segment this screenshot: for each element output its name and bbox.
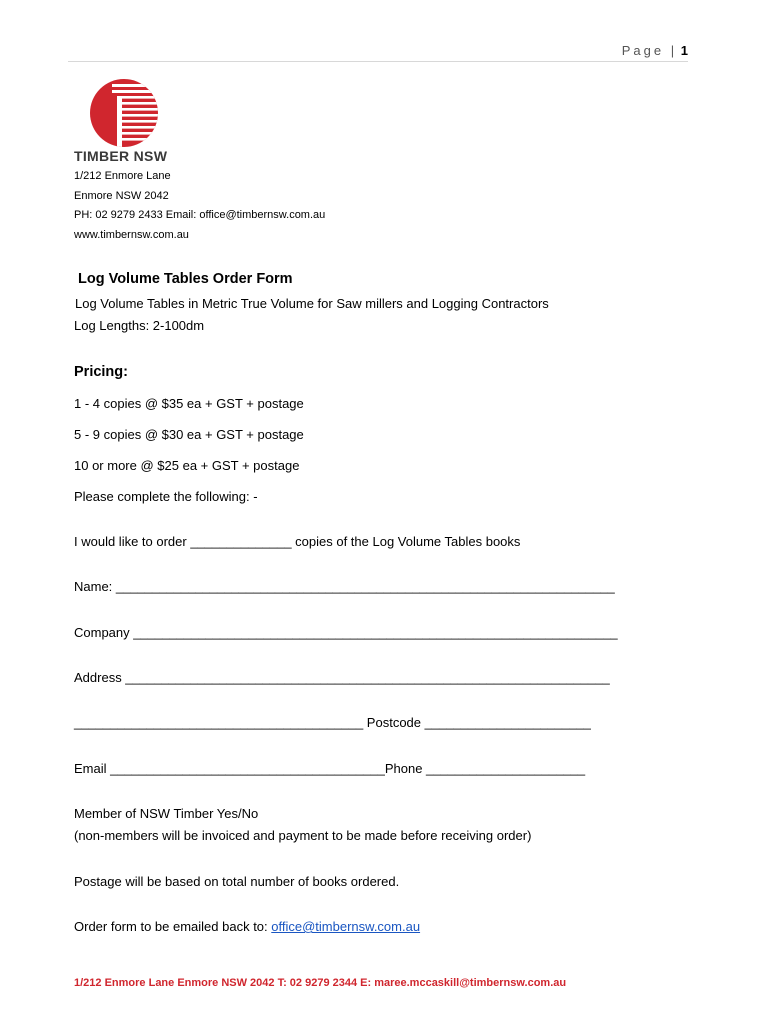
website-line: www.timbernsw.com.au	[74, 229, 189, 241]
pricing-tier-2: 5 - 9 copies @ $30 ea + GST + postage	[74, 427, 304, 442]
logo-wordmark: TIMBER NSW	[74, 148, 168, 164]
pricing-heading: Pricing:	[74, 364, 128, 380]
email-back-label: Order form to be emailed back to:	[74, 919, 272, 934]
timber-nsw-logo-icon	[86, 78, 166, 148]
company-field[interactable]: Company ___________________________________________________________________	[74, 625, 618, 640]
address-field[interactable]: Address ___________________________________________________________________	[74, 670, 610, 685]
page-header	[622, 43, 688, 58]
form-subtitle: Log Volume Tables in Metric True Volume for Saw millers and Logging Contractors	[75, 296, 549, 311]
pricing-tier-1: 1 - 4 copies @ $35 ea + GST + postage	[74, 396, 304, 411]
contact-line: PH: 02 9279 2433 Email: office@timbernsw.com.au	[74, 209, 326, 221]
member-question: Member of NSW Timber Yes/No	[74, 806, 259, 821]
order-quantity-field[interactable]: I would like to order ______________ copies of the Log Volume Tables books	[74, 534, 521, 549]
pricing-tier-3: 10 or more @ $25 ea + GST + postage	[74, 458, 300, 473]
page-number: 1	[680, 43, 688, 58]
address-line-1: 1/212 Enmore Lane	[74, 170, 171, 182]
postcode-field[interactable]: ________________________________________ Postcode _______________________	[74, 715, 591, 730]
page-word: Page	[621, 43, 665, 58]
postage-note: Postage will be based on total number of books ordered.	[74, 874, 400, 889]
footer-contact: 1/212 Enmore Lane Enmore NSW 2042 T: 02 9279 2344 E: maree.mccaskill@timbernsw.com.au	[74, 977, 567, 989]
email-phone-field[interactable]: Email ______________________________________Phone ______________________	[74, 761, 586, 776]
email-back-link[interactable]: office@timbernsw.com.au	[271, 919, 421, 934]
log-lengths: Log Lengths: 2-100dm	[74, 318, 205, 333]
instruction-text: Please complete the following: -	[74, 489, 258, 504]
header-rule	[68, 61, 688, 62]
address-line-2: Enmore NSW 2042	[74, 190, 169, 202]
email-back-line	[74, 919, 420, 934]
name-field[interactable]: Name: _____________________________________________________________________	[74, 579, 615, 594]
non-member-note: (non-members will be invoiced and payment to be made before receiving order)	[74, 828, 532, 843]
form-title: Log Volume Tables Order Form	[78, 271, 293, 287]
page-separator: |	[670, 43, 675, 58]
